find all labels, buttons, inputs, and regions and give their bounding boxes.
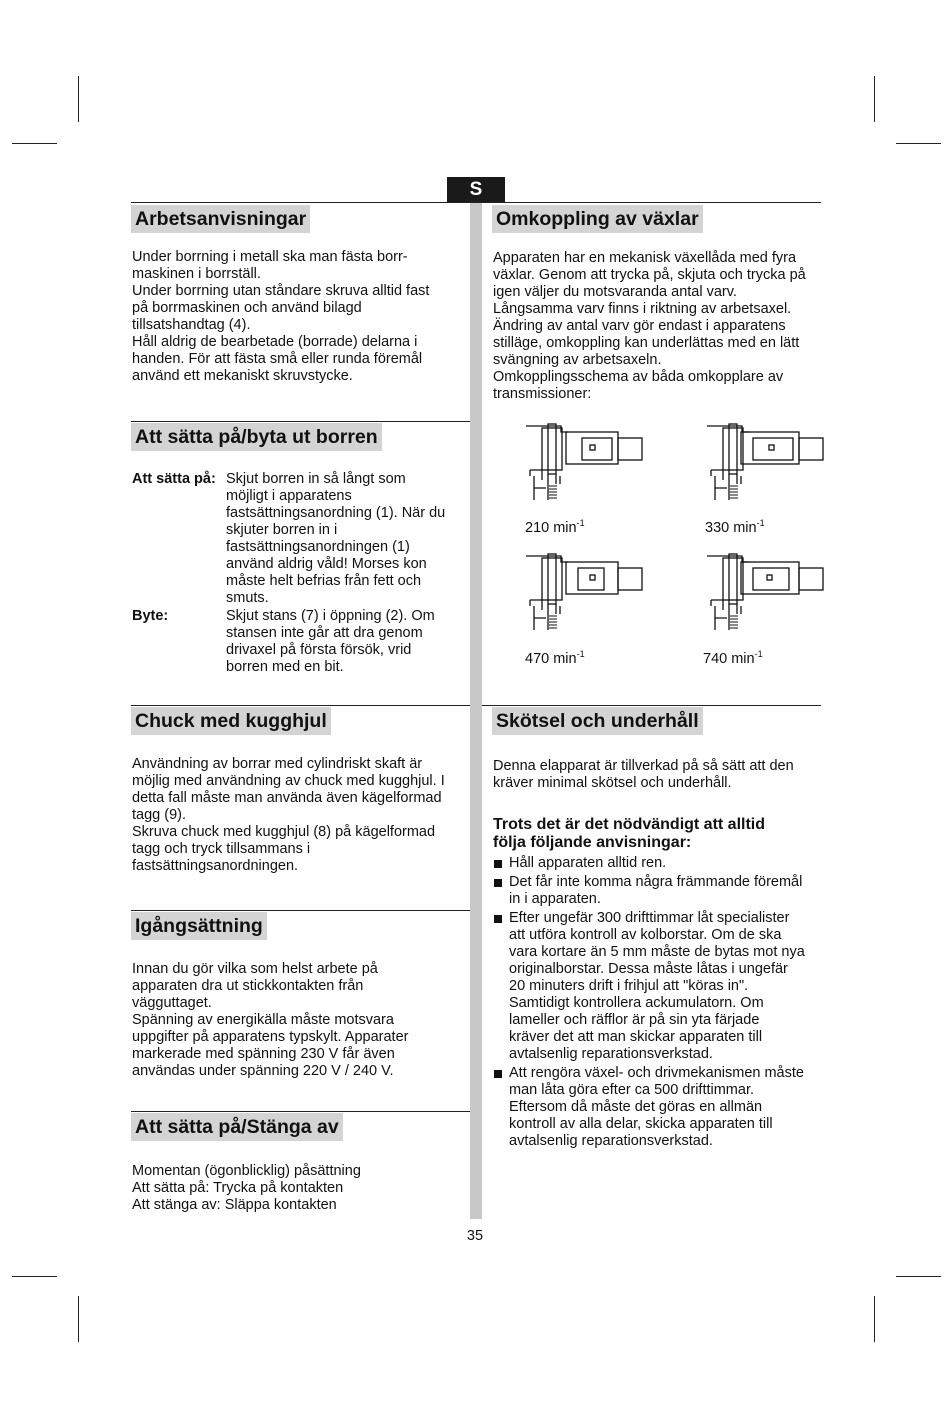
- bullet-square-icon: [494, 1070, 502, 1078]
- maintenance-list: [493, 855, 805, 1150]
- gear-label-210: 210 $\min^{-1}$: [525, 518, 585, 536]
- crop-mark: [12, 1276, 57, 1277]
- list-item: Det får inte komma några främmande föremål in i apparaten.: [493, 874, 805, 908]
- section-heading-omkoppling: Omkoppling av växlar: [492, 205, 703, 233]
- section-rule: [131, 421, 470, 422]
- crop-mark: [12, 143, 57, 144]
- bullet-square-icon: [494, 879, 502, 887]
- chuck-text: Användning av borrar med cylindriskt skaft är möjlig med användning av chuck med kugghjul. I detta fall måste man använda även kägelformad tagg (9). Skruva chuck med kugghjul (8) på kägelformad tagg och tryck tillsammans i fastsättningsanordningen.: [132, 756, 445, 874]
- section-heading-borren: Att sätta på/byta ut borren: [131, 423, 382, 451]
- bullet-square-icon: [494, 860, 502, 868]
- section-rule: [131, 1111, 470, 1112]
- definition-byte: Skjut stans (7) i öppning (2). Om stansen inte går att dra genom drivaxel på första försök, vrid borren med en bit.: [226, 608, 435, 675]
- gear-label-330: 330 $\min^{-1}$: [705, 518, 765, 536]
- section-rule: [131, 705, 470, 706]
- term-byte: Byte:: [132, 608, 169, 624]
- crop-mark: [874, 76, 875, 122]
- section-heading-skotsel: Skötsel och underhåll: [492, 707, 703, 735]
- crop-mark: [78, 76, 79, 122]
- crop-mark: [874, 1296, 875, 1342]
- gear-switch-diagram-470: [516, 548, 646, 640]
- gear-switch-diagram-330: [697, 418, 827, 510]
- crop-mark: [896, 143, 941, 144]
- term-satta-pa: Att sätta på:: [132, 471, 216, 487]
- omkoppling-text: Apparaten har en mekanisk växellåda med fyra växlar. Genom att trycka på, skjuta och trycka på igen väljer du motsvaranda antal varv. Långsamma varv finns i riktning av arbetsaxel. Ändring av antal varv gör endast i apparatens stilläge, omkoppling kan underlättas med en lätt svängning av arbetsaxeln. Omkopplingsschema av båda omkopplare av transmissioner:: [493, 250, 806, 402]
- gear-switch-diagram-740: [697, 548, 827, 640]
- skotsel-intro: Denna elapparat är tillverkad på så sätt att den kräver minimal skötsel och underhåll.: [493, 758, 794, 791]
- gear-label-470: 470 $\min^{-1}$: [525, 649, 585, 667]
- language-tab: S: [447, 177, 505, 202]
- gear-switch-diagram-210: [516, 418, 646, 510]
- page-number: 35: [466, 1228, 484, 1244]
- section-rule: [482, 705, 821, 706]
- igangsattning-text: Innan du gör vilka som helst arbete på apparaten dra ut stickkontakten från vägguttaget. Spänning av energikälla måste motsvara uppgifter på apparatens typskylt. Apparater markerade med spänning 230 V får även användas under spänning 220 V / 240 V.: [132, 961, 409, 1079]
- gear-label-740: 740 $\min^{-1}$: [703, 649, 763, 667]
- bullet-square-icon: [494, 915, 502, 923]
- crop-mark: [78, 1296, 79, 1342]
- list-item: Att rengöra växel- och drivmekanismen måste man låta göra efter ca 500 drifttimmar. Eftersom då måste det göras en allmän kontroll av alla delar, skicka apparaten till avtalsenlig reparationsverkstad.: [493, 1065, 805, 1150]
- section-heading-arbetsanvisningar: Arbetsanvisningar: [131, 205, 310, 233]
- section-heading-satta-pa-stanga-av: Att sätta på/Stänga av: [131, 1113, 343, 1141]
- satta-pa-stanga-av-text: Momentan (ögonblicklig) påsättning Att sätta på: Trycka på kontakten Att stänga av: Släppa kontakten: [132, 1163, 361, 1213]
- arbetsanvisningar-text: Under borrning i metall ska man fästa borr- maskinen i borrställ. Under borrning utan ståndare skruva alltid fast på borrmaskinen och använd bilagd tillsatshandtag (4). Håll aldrig de bearbetade (borrade) delarna i handen. För att fästa små eller runda föremål använd ett mekaniskt skruvstycke.: [132, 249, 430, 384]
- skotsel-subheading: Trots det är det nödvändigt att alltid följa följande anvisningar:: [493, 816, 766, 851]
- section-heading-chuck: Chuck med kugghjul: [131, 707, 331, 735]
- list-item: Håll apparaten alltid ren.: [493, 855, 805, 872]
- column-gutter: [470, 203, 482, 1219]
- section-rule: [131, 910, 470, 911]
- definition-satta-pa: Skjut borren in så långt som möjligt i apparatens fastsättningsanordning (1). När du skjuter borren in i fastsättningsanordningen (1) använd aldrig våld! Morses kon måste helt befrias från fett och smuts.: [226, 471, 446, 606]
- crop-mark: [896, 1276, 941, 1277]
- section-heading-igangsattning: Igångsättning: [131, 912, 267, 940]
- list-item: Efter ungefär 300 drifttimmar låt specialister att utföra kontroll av kolborstar. Om de ska vara kortare än 5 mm måste de bytas mot nya originalborstar. Dessa måste låtas i ungefär 20 minuters drift i frihjul att "köras in". Samtidigt kontrollera ackumulatorn. Om lameller och räfflor är på sin yta färjade kräver det att man skickar apparaten till avtalsenlig reparationsverkstad.: [493, 910, 805, 1063]
